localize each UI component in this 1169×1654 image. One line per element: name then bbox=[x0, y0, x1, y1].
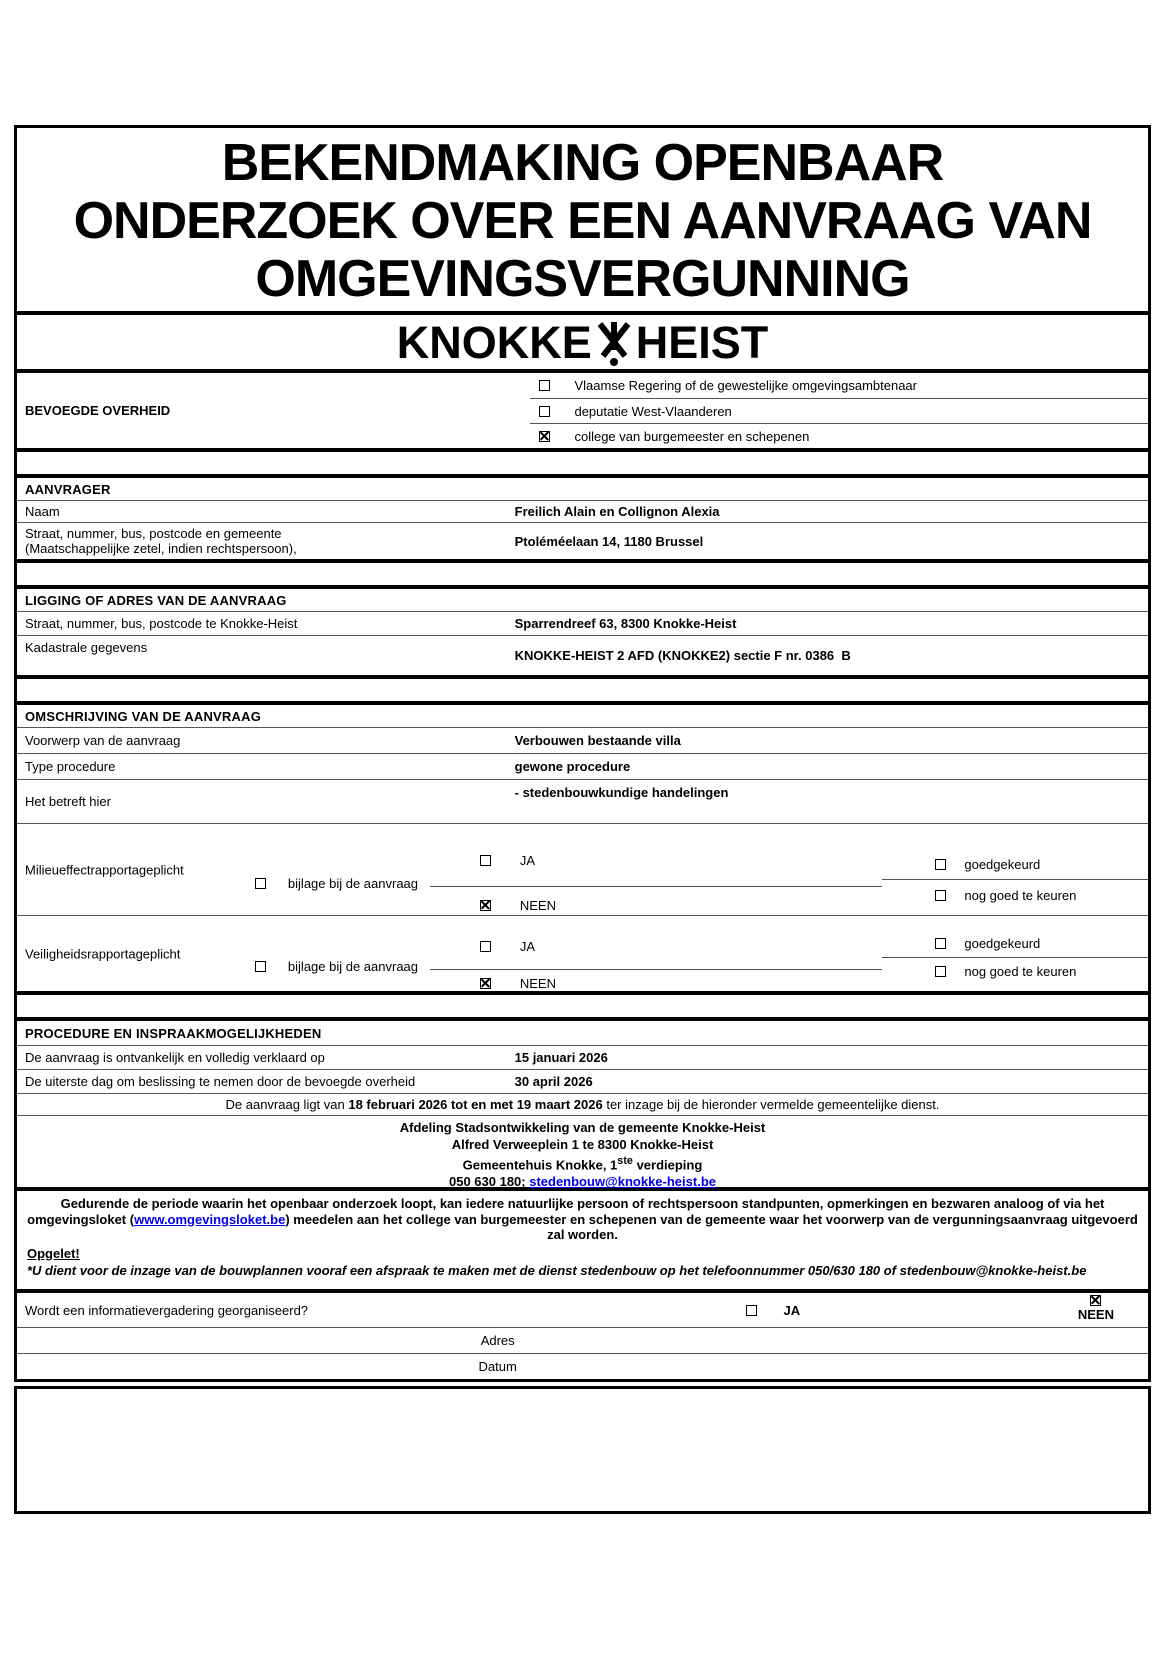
ligging-straat-label: Straat, nummer, bus, postcode te Knokke-Heist bbox=[25, 616, 298, 631]
milieu-bijlage-label: bijlage bij de aanvraag bbox=[287, 875, 419, 891]
uiterste-dag-row bbox=[17, 1069, 1148, 1093]
milieu-left bbox=[17, 824, 882, 915]
milieu-ja-checkbox[interactable] bbox=[480, 855, 491, 866]
ligging-straat-value: Sparrendreef 63, 8300 Knokke-Heist bbox=[514, 616, 737, 631]
ontvankelijk-value: 15 januari 2026 bbox=[514, 1050, 608, 1065]
veiligheid-label: Veiligheidsrapportageplicht bbox=[25, 946, 181, 961]
milieu-bijlage-option bbox=[255, 875, 882, 891]
datum-label: Datum bbox=[478, 1359, 517, 1374]
omschrijving-header: OMSCHRIJVING VAN DE AANVRAAG bbox=[25, 708, 262, 724]
veiligheid-ja-checkbox[interactable] bbox=[480, 941, 491, 952]
vergadering-ja-label: JA bbox=[783, 1302, 801, 1318]
veiligheid-neen-option bbox=[480, 975, 556, 991]
option-vlaamse-regering bbox=[530, 373, 1148, 398]
aanvrager-adres-label bbox=[17, 523, 515, 559]
kadaster-label: Kadastrale gegevens bbox=[25, 640, 148, 655]
veiligheid-ja-option bbox=[480, 938, 535, 954]
milieu-goedgekeurd-label: goedgekeurd bbox=[964, 857, 1041, 872]
title-line-1: BEKENDMAKING OPENBAAR bbox=[221, 134, 944, 192]
vergadering-neen-option bbox=[1078, 1295, 1114, 1322]
empty-notes-box bbox=[14, 1386, 1151, 1514]
knokke-heist-star-icon bbox=[594, 320, 634, 366]
afspraak-note: *U dient voor de inzage van de bouwplannen vooraf een afspraak te maken met de dienst stedenbouw op het telefoonnummer 050/630 180 of stedenbouw@knokke-heist.be bbox=[27, 1263, 1087, 1278]
adres-label-line1: Straat, nummer, bus, postcode en gemeente bbox=[25, 526, 282, 541]
naam-row bbox=[17, 500, 1148, 522]
voorwerp-label: Voorwerp van de aanvraag bbox=[25, 733, 181, 748]
veiligheid-left bbox=[17, 916, 882, 991]
type-procedure-label: Type procedure bbox=[25, 759, 116, 774]
vergadering-ja-option bbox=[746, 1303, 800, 1318]
veiligheid-goedgekeurd-option bbox=[882, 930, 1148, 958]
milieu-approval-column bbox=[882, 824, 1148, 915]
aanvrager-header: AANVRAGER bbox=[25, 481, 111, 497]
kadaster-row bbox=[17, 635, 1148, 675]
milieu-ja-option bbox=[480, 852, 535, 868]
naam-value: Freilich Alain en Collignon Alexia bbox=[514, 504, 720, 519]
municipality-logo bbox=[17, 315, 1148, 369]
veiligheid-approval-column bbox=[882, 916, 1148, 991]
college-checkbox[interactable] bbox=[539, 431, 550, 442]
vlaamse-regering-checkbox[interactable] bbox=[539, 380, 550, 391]
milieu-neen-label: NEEN bbox=[519, 897, 556, 913]
bevoegde-overheid-label: BEVOEGDE OVERHEID bbox=[25, 403, 171, 418]
uiterste-dag-value: 30 april 2026 bbox=[514, 1074, 593, 1089]
inzage-period: 18 februari 2026 tot en met 19 maart 2026 bbox=[348, 1097, 603, 1112]
dienst-gemeentehuis bbox=[17, 1153, 1148, 1173]
inspraak-paragraph bbox=[27, 1196, 1138, 1243]
ontvankelijk-label: De aanvraag is ontvankelijk en volledig verklaard op bbox=[25, 1050, 325, 1065]
option-college bbox=[530, 423, 1148, 448]
vergadering-ja-checkbox[interactable] bbox=[746, 1305, 757, 1316]
gemeentehuis-suffix: verdieping bbox=[632, 1157, 703, 1173]
milieu-nog-label: nog goed te keuren bbox=[964, 887, 1077, 903]
veiligheid-block bbox=[17, 915, 1148, 991]
veiligheid-goedgekeurd-checkbox[interactable] bbox=[935, 938, 946, 949]
aanvrager-adres-row bbox=[17, 522, 1148, 559]
adres-label: Adres bbox=[480, 1333, 515, 1348]
milieu-bijlage-checkbox[interactable] bbox=[255, 878, 266, 889]
dienst-block bbox=[17, 1115, 1148, 1190]
milieu-nog-checkbox[interactable] bbox=[935, 890, 946, 901]
fill-in-line bbox=[430, 969, 882, 970]
milieu-nog-option bbox=[882, 880, 1148, 910]
procedure-header: PROCEDURE EN INSPRAAKMOGELIJKHEDEN bbox=[25, 1025, 322, 1041]
inzage-prefix: De aanvraag ligt van bbox=[225, 1097, 349, 1112]
betreft-label: Het betreft hier bbox=[25, 794, 111, 809]
veiligheid-neen-label: NEEN bbox=[519, 975, 556, 991]
betreft-row bbox=[17, 779, 1148, 823]
veiligheid-bijlage-option bbox=[255, 958, 882, 974]
milieu-block bbox=[17, 823, 1148, 915]
bevoegde-overheid-section bbox=[17, 373, 1148, 448]
type-procedure-value: gewone procedure bbox=[514, 759, 631, 774]
deputatie-label: deputatie West-Vlaanderen bbox=[574, 403, 732, 419]
gemeentehuis-sup: ste bbox=[617, 1155, 633, 1167]
title-line-3: OMGEVINGSVERGUNNING bbox=[255, 250, 910, 308]
dienst-afdeling: Afdeling Stadsontwikkeling van de gemeente Knokke-Heist bbox=[399, 1120, 766, 1135]
milieu-goedgekeurd-checkbox[interactable] bbox=[935, 859, 946, 870]
milieu-neen-option bbox=[480, 897, 556, 913]
deputatie-checkbox[interactable] bbox=[539, 406, 550, 417]
college-label: college van burgemeester en schepenen bbox=[574, 428, 810, 444]
omgevingsloket-link[interactable]: www.omgevingsloket.be bbox=[134, 1211, 286, 1227]
stedenbouw-email-link[interactable]: stedenbouw@knokke-heist.be bbox=[529, 1174, 716, 1190]
aanvrager-adres-value: Ptoléméelaan 14, 1180 Brussel bbox=[514, 533, 704, 549]
ontvankelijk-row bbox=[17, 1045, 1148, 1069]
title-line-2: ONDERZOEK OVER EEN AANVRAAG VAN bbox=[73, 192, 1092, 250]
ligging-header: LIGGING OF ADRES VAN DE AANVRAAG bbox=[25, 592, 287, 608]
veiligheid-nog-checkbox[interactable] bbox=[935, 966, 946, 977]
veiligheid-nog-label: nog goed te keuren bbox=[964, 963, 1077, 979]
inzage-line bbox=[17, 1093, 1148, 1115]
inzage-suffix: ter inzage bij de hieronder vermelde gemeentelijke dienst. bbox=[602, 1097, 940, 1112]
ligging-straat-row bbox=[17, 611, 1148, 635]
veiligheid-bijlage-label: bijlage bij de aanvraag bbox=[287, 958, 419, 974]
milieu-neen-checkbox[interactable] bbox=[480, 900, 491, 911]
betreft-value: - stedenbouwkundige handelingen bbox=[514, 785, 729, 800]
inspraak-text-1: Gedurende de periode waarin het openbaar onderzoek loopt, kan iedere natuurlijke persoon of rechtspersoon standpunten, opmerkingen en bezwaren analoog of via het omgevingsloket ( bbox=[27, 1196, 1105, 1227]
dienst-adres: Alfred Verweeplein 1 te 8300 Knokke-Heist bbox=[451, 1137, 714, 1152]
datum-row bbox=[17, 1353, 1148, 1379]
type-procedure-row bbox=[17, 753, 1148, 779]
document-title bbox=[17, 128, 1148, 311]
inspraak-section bbox=[17, 1191, 1148, 1289]
veiligheid-ja-label: JA bbox=[519, 938, 536, 954]
section-gap bbox=[17, 448, 1148, 478]
logo-text-left: KNOKKE bbox=[396, 316, 592, 368]
uiterste-dag-label: De uiterste dag om beslissing te nemen door de bevoegde overheid bbox=[25, 1074, 416, 1089]
fill-in-line bbox=[430, 886, 882, 887]
veiligheid-neen-checkbox[interactable] bbox=[480, 978, 491, 989]
milieu-ja-label: JA bbox=[519, 852, 536, 868]
kadaster-value: KNOKKE-HEIST 2 AFD (KNOKKE2) sectie F nr. 0386 B bbox=[514, 648, 851, 663]
milieu-label: Milieueffectrapportageplicht bbox=[25, 862, 184, 877]
bevoegde-overheid-options bbox=[530, 373, 1148, 448]
inspraak-text-2: ) meedelen aan het college van burgemeester en schepenen van de gemeente waar het voorwerp van de vergunningsaanvraag uitgevoerd zal worden. bbox=[285, 1211, 1138, 1242]
vergadering-neen-label: NEEN bbox=[1077, 1307, 1114, 1322]
adres-row bbox=[17, 1327, 1148, 1353]
informatievergadering-question: Wordt een informatievergadering georganiseerd? bbox=[25, 1302, 309, 1318]
option-deputatie bbox=[530, 398, 1148, 423]
voorwerp-row bbox=[17, 727, 1148, 753]
vlaamse-regering-label: Vlaamse Regering of de gewestelijke omgevingsambtenaar bbox=[574, 378, 917, 393]
phone-number: 050 630 180; bbox=[448, 1174, 530, 1190]
section-gap bbox=[17, 991, 1148, 1021]
adres-label-line2: (Maatschappelijke zetel, indien rechtspersoon), bbox=[25, 541, 297, 556]
veiligheid-nog-option bbox=[882, 958, 1148, 984]
announcement-form bbox=[14, 125, 1151, 1382]
veiligheid-goedgekeurd-label: goedgekeurd bbox=[964, 936, 1041, 951]
vergadering-neen-checkbox[interactable] bbox=[1090, 1295, 1101, 1306]
naam-label: Naam bbox=[25, 504, 60, 519]
veiligheid-bijlage-checkbox[interactable] bbox=[255, 961, 266, 972]
section-gap bbox=[17, 675, 1148, 705]
gemeentehuis-text: Gemeentehuis Knokke, 1 bbox=[462, 1157, 618, 1173]
voorwerp-value: Verbouwen bestaande villa bbox=[514, 733, 681, 748]
logo-text-right: HEIST bbox=[635, 316, 769, 368]
opgelet-label: Opgelet! bbox=[27, 1245, 80, 1261]
milieu-goedgekeurd-option bbox=[882, 850, 1148, 880]
section-gap bbox=[17, 559, 1148, 589]
informatievergadering-row bbox=[17, 1293, 1148, 1327]
